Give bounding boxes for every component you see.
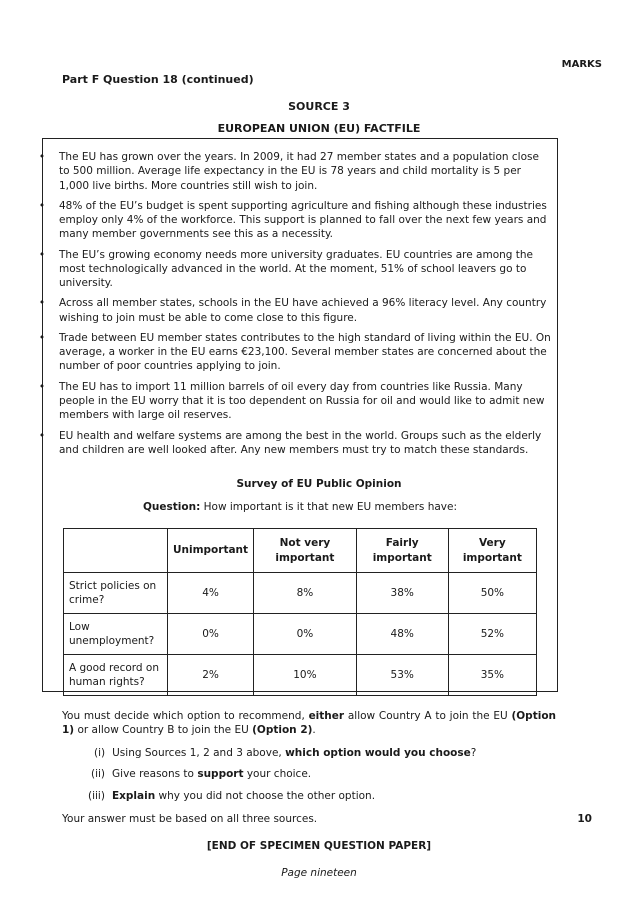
table-cell: 0% xyxy=(168,614,254,655)
factfile-bullet: • Trade between EU member states contributes to the high standard of living within the EU. On average, a worker in the EU earns €23,100. Several member states are concerned about the number of poor countries applying to join. xyxy=(32,331,552,374)
factfile-bullet: • The EU has to import 11 million barrels of oil every day from countries like Russia. Many people in the EU worry that it is too dependent on Russia for oil and would like to admit new members with large oil reserves. xyxy=(32,380,552,423)
table-cell: 48% xyxy=(356,614,448,655)
survey-title: Survey of EU Public Opinion xyxy=(236,478,402,490)
bullet-icon: • xyxy=(38,297,46,310)
table-cell: 4% xyxy=(168,573,254,614)
table-row xyxy=(64,614,537,655)
survey-question-text: How important is it that new EU members have: xyxy=(203,501,458,513)
factfile-bullet-list xyxy=(32,150,552,463)
source-title: EUROPEAN UNION (EU) FACTFILE xyxy=(217,122,421,135)
row-label: Strict policies on crime? xyxy=(64,573,168,614)
survey-question xyxy=(143,500,457,514)
task-part-i: (i) Using Sources 1, 2 and 3 above, which option would you choose? xyxy=(94,747,477,759)
table-header-cell: Fairly important xyxy=(356,529,448,573)
factfile-bullet: • The EU has grown over the years. In 2009, it had 27 member states and a population close to 500 million. Average life expectancy in the EU is 78 years and child mortality is 5 per 1,000 live births. More countries still wish to join. xyxy=(32,150,552,193)
table-cell: 35% xyxy=(448,655,536,696)
page-number: Page nineteen xyxy=(281,867,357,879)
end-of-paper-note: [END OF SPECIMEN QUESTION PAPER] xyxy=(206,840,432,852)
table-header-row xyxy=(64,529,537,573)
factfile-bullet: • 48% of the EU’s budget is spent supporting agriculture and fishing although these industries employ only 4% of the workforce. This support is planned to fall over the next few years and many member governments see this as a necessity. xyxy=(32,199,552,242)
factfile-bullet: • EU health and welfare systems are among the best in the world. Groups such as the elderly and children are well looked after. Any new members must try to match these standards. xyxy=(32,429,552,458)
marks-value: 10 xyxy=(577,813,592,825)
table-header-cell xyxy=(64,529,168,573)
table-row xyxy=(64,655,537,696)
table-cell: 38% xyxy=(356,573,448,614)
row-label: A good record on human rights? xyxy=(64,655,168,696)
table-header-cell: Very important xyxy=(448,529,536,573)
part-heading: Part F Question 18 (continued) xyxy=(62,73,254,86)
table-cell: 50% xyxy=(448,573,536,614)
row-label: Low unemployment? xyxy=(64,614,168,655)
survey-table xyxy=(63,528,537,696)
table-cell: 53% xyxy=(356,655,448,696)
bullet-icon: • xyxy=(38,380,46,393)
bullet-icon: • xyxy=(38,151,46,163)
table-header-cell: Not very important xyxy=(254,529,357,573)
factfile-bullet: • Across all member states, schools in the EU have achieved a 96% literacy level. Any country wishing to join must be able to come close to this figure. xyxy=(32,296,552,325)
table-header-cell: Unimportant xyxy=(168,529,254,573)
decision-instructions: You must decide which option to recommend, either allow Country A to join the EU (Option 1) or allow Country B to join the EU (Option 2). xyxy=(62,710,557,737)
table-cell: 2% xyxy=(168,655,254,696)
answer-note: Your answer must be based on all three sources. xyxy=(62,813,318,825)
table-cell: 8% xyxy=(254,573,357,614)
table-row xyxy=(64,573,537,614)
task-part-ii: (ii) Give reasons to support your choice. xyxy=(91,768,312,780)
task-part-iii: (iii) Explain why you did not choose the other option. xyxy=(88,790,376,802)
bullet-icon: • xyxy=(38,429,46,442)
factfile-bullet: • The EU’s growing economy needs more university graduates. EU countries are among the most technologically advanced in the world. At the moment, 51% of school leavers go to university. xyxy=(32,248,552,291)
table-cell: 0% xyxy=(254,614,357,655)
survey-question-label: Question: xyxy=(143,501,201,513)
bullet-icon: • xyxy=(38,248,46,261)
bullet-icon: • xyxy=(38,199,46,212)
bullet-icon: • xyxy=(38,331,46,344)
marks-column-label: MARKS xyxy=(561,59,602,70)
table-cell: 52% xyxy=(448,614,536,655)
source-number: SOURCE 3 xyxy=(288,100,350,113)
table-cell: 10% xyxy=(254,655,357,696)
